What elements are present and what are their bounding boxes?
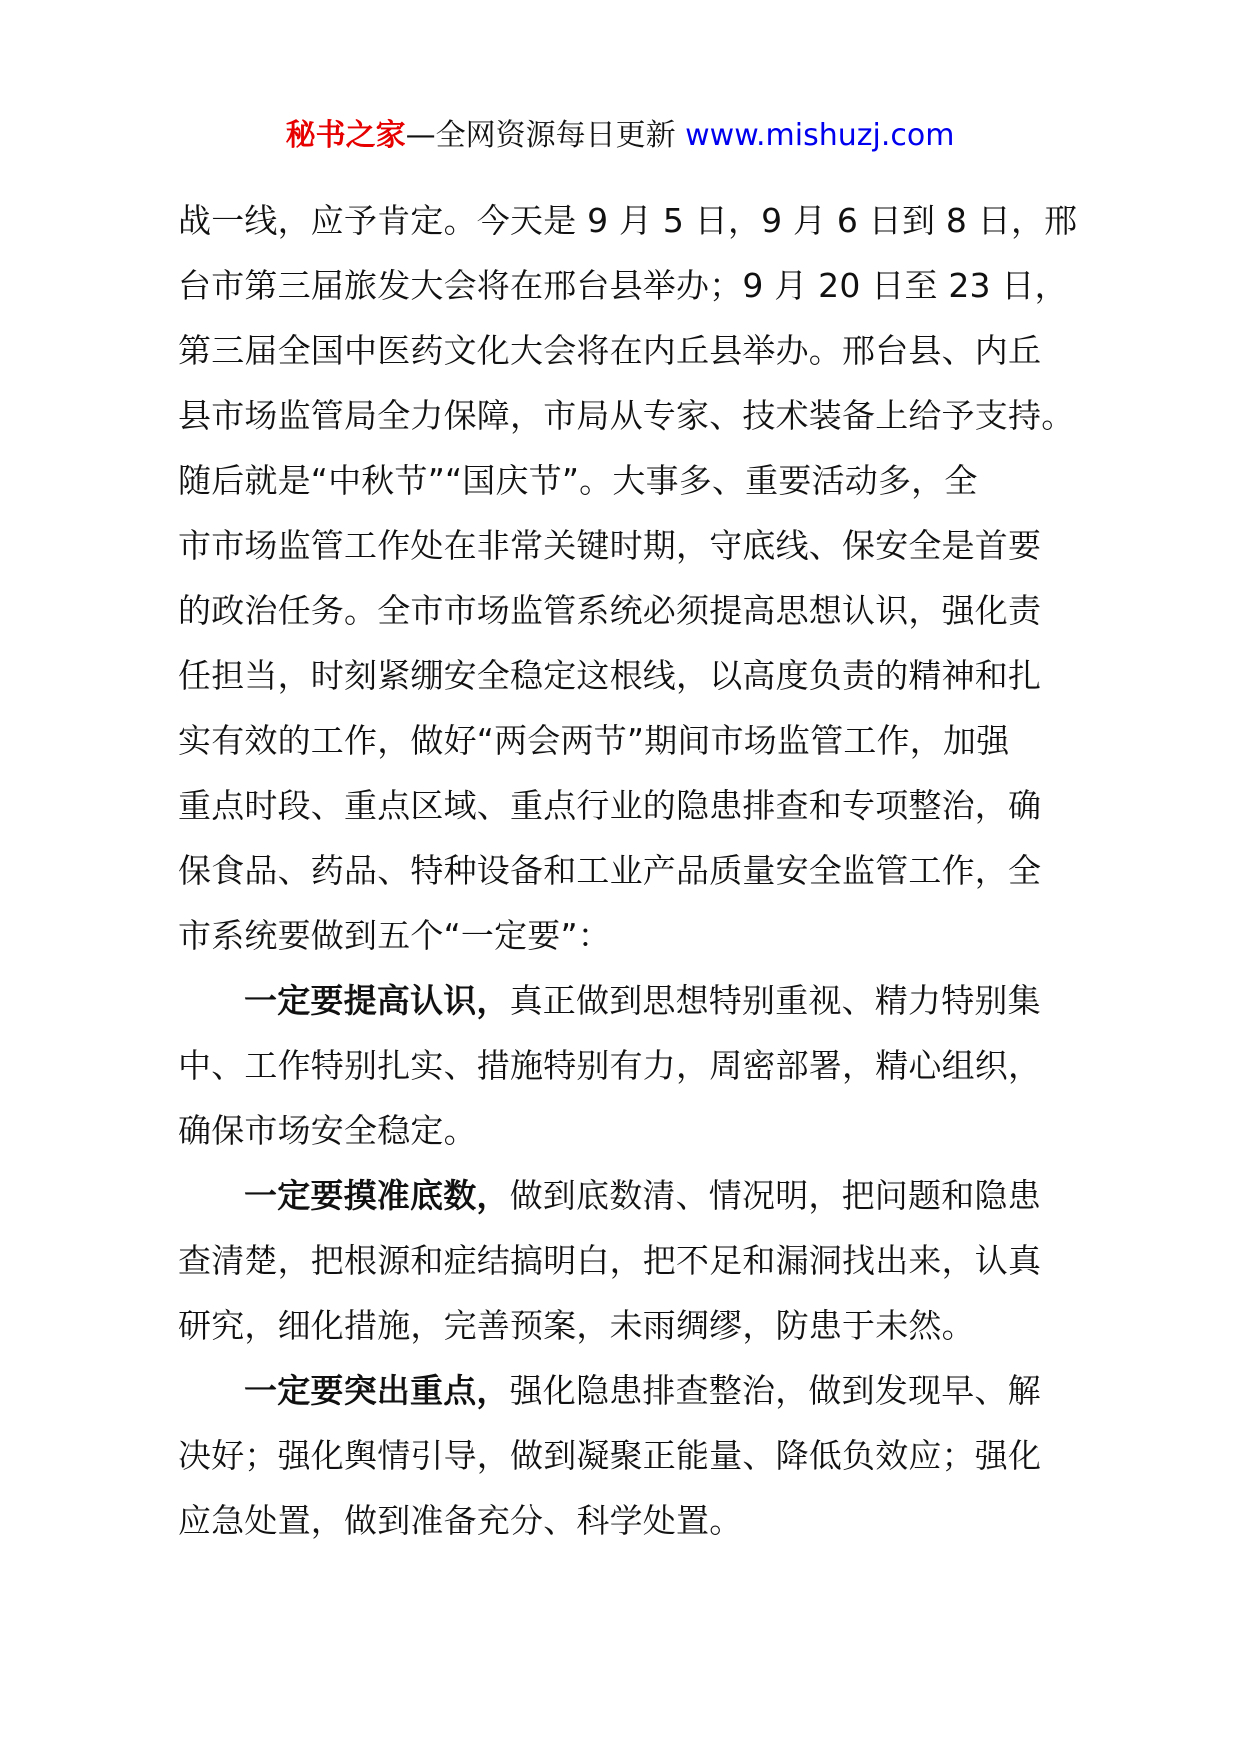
text-line: 市市场监管工作处在非常关键时期，守底线、保安全是首要 xyxy=(178,526,1042,565)
text-line: 重点时段、重点区域、重点行业的隐患排查和专项整治，确 xyxy=(178,786,1042,825)
paragraph-2 xyxy=(178,968,1098,1163)
text-line: 第三届全国中医药文化大会将在内丘县举办。邢台县、内丘 xyxy=(178,331,1042,370)
header-tagline: —全网资源每日更新 xyxy=(405,118,686,153)
text-line: 市系统要做到五个“一定要”： xyxy=(178,916,611,955)
text-line: 保食品、药品、特种设备和工业产品质量安全监管工作，全 xyxy=(178,851,1042,890)
paragraph-4 xyxy=(178,1358,1098,1553)
text-line xyxy=(178,1163,1098,1228)
text-line: 决好；强化舆情引导，做到凝聚正能量、降低负效应；强化 xyxy=(178,1436,1042,1475)
text-line: 台市第三届旅发大会将在邢台县举办；9 月 20 日至 23 日， xyxy=(178,266,1068,305)
paragraph-lead: 一定要突出重点， xyxy=(244,1371,510,1410)
paragraph-3 xyxy=(178,1163,1098,1358)
paragraph-1 xyxy=(178,188,1098,968)
text-line: 应急处置，做到准备充分、科学处置。 xyxy=(178,1501,743,1540)
paragraph-lead: 一定要摸准底数， xyxy=(244,1176,510,1215)
text-line: 战一线，应予肯定。今天是 9 月 5 日，9 月 6 日到 8 日，邢 xyxy=(178,201,1078,240)
text-span: 真正做到思想特别重视、精力特别集 xyxy=(509,981,1041,1020)
text-line xyxy=(178,968,1098,1033)
text-span: 做到底数清、情况明，把问题和隐患 xyxy=(509,1176,1041,1215)
text-line: 的政治任务。全市市场监管系统必须提高思想认识，强化责 xyxy=(178,591,1042,630)
text-line: 查清楚，把根源和症结搞明白，把不足和漏洞找出来，认真 xyxy=(178,1241,1042,1280)
text-line: 县市场监管局全力保障，市局从专家、技术装备上给予支持。 xyxy=(178,396,1075,435)
page-header xyxy=(0,114,1240,158)
brand-name: 秘书之家 xyxy=(285,118,406,153)
text-line xyxy=(178,1358,1098,1423)
text-span: 强化隐患排查整治，做到发现早、解 xyxy=(509,1371,1041,1410)
document-body xyxy=(178,188,1098,1553)
text-line: 研究，细化措施，完善预案，未雨绸缪，防患于未然。 xyxy=(178,1306,975,1345)
site-url-link[interactable]: www.mishuzj.com xyxy=(685,118,955,153)
paragraph-lead: 一定要提高认识， xyxy=(244,981,510,1020)
text-line: 中、工作特别扎实、措施特别有力，周密部署，精心组织， xyxy=(178,1046,1042,1085)
text-line: 实有效的工作，做好“两会两节”期间市场监管工作，加强 xyxy=(178,721,1010,760)
text-line: 确保市场安全稳定。 xyxy=(178,1111,477,1150)
text-line: 随后就是“中秋节”“国庆节”。大事多、重要活动多，全 xyxy=(178,461,978,500)
text-line: 任担当，时刻紧绷安全稳定这根线，以高度负责的精神和扎 xyxy=(178,656,1042,695)
